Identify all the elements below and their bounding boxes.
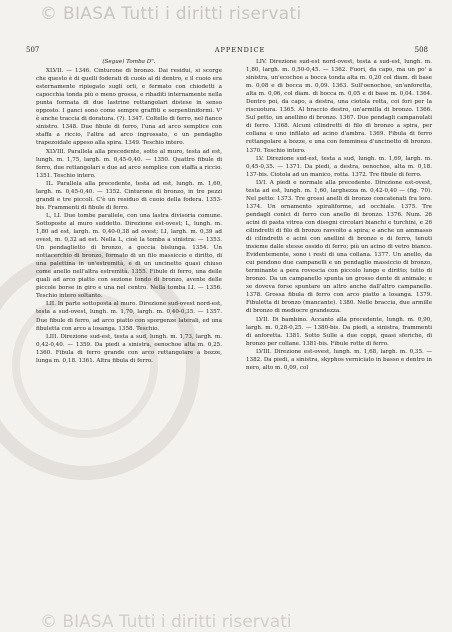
paragraph: L, LI. Due tombe parallele, con una lastra divisoria comune. Sottoposte al muro suddetto. Direzione est-ovest; L, lungh. m. 1,80 ad est, largh. m. 0,40-0,38 ad ovest; LI, largh. m. 0,39 ad ovest, m. 0,32 ad est. Nella L, cioè la tomba a sinistra: — 1353. Un pendaglietto di bronzo, a goccia bislunga. 1354. Un nottacerchio di bronzo, formato di un filo massiccio e diritto, di una palettina in un'estremità, e di un uncinetto quasi chiuso come anello nell'altra estremità. 1355. Fibule di ferro, una delle quali ad arco piatto con sezione tondo di bronzo, avente delle piccole borse in giro e una nel centro. Nella tomba LI. — 1356. Teschio intero soltanto.	[36, 212, 222, 300]
right-text-column	[246, 58, 432, 372]
paragraph: XLVIII. Parallela alla precedente, sotto al muro, testa ad est, lungh. m. 1,75, largh. m. 0,45-0,40. — 1350. Quattro fibule di ferro, due rettangolari e due ad arco semplice con staffa a riccio. 1351. Teschio intero.	[36, 148, 222, 179]
paragraph: LVI. A piedi e normale alla precedente. Direzione est-ovest, testa ad est, lungh. m. 1,60, larghezza m. 0,42-0,40 — (fig. 70). Nel petto: 1373. Tre grossi anelli di bronzo concatenati fra loro. 1374. Un ornamento spiraliforme, ad occhiale. 1375. Tre pendagli conici di ferro con anello di bronzo. 1376. Num. 26 acini di pasta vitrea con disegni circolari bianchi e turchini, e 26 cilindretti di filo di bronzo ravvolto a spira; e anche un ammasso di cilindretti e acini con anellini di bronzo e di ferro, tenuti insieme dalle stesse ossido di ferro; più un acino di vetro bianco. Evidentemente, sono i resti di una collana. 1377. Un anello, da cui pendono due campanelli e un pendaglio massiccio di bronzo, terminante a pera rovescia con piccolo lungo e diritto; tutto di bronzo. Da un campanello spunta un grosso dente di animale; e se doveva forse spuntare un altro anche dall'altro campanello. 1378. Grossa fibula di ferro con arco piatto a losanga. 1379. Fibuletta di bronzo (mancante). 1380. Nelle braccia, due armille di bronzo di mediocre grandezza.	[246, 179, 432, 315]
paragraph: IL. Parallela alla precedente, testa ad est, lungh. m. 1,60, largh. m. 0,45-0,40. — 1352. Cinturone di bronzo, in tre pezzi grandi e tre piccoli. C'è un residuo di cuoio della fodera. 1353-bis. Frammenti di fibule di ferro.	[36, 180, 222, 211]
paragraph: XLVII. — 1346. Cinturone di bronzo. Dai residui, si scorge che questo è di quelli foderati di cuoio al di dentro, e il cuoio era esternamente ripiegato sugli orli, e fermato con chiodetti a capocchia tonda più o meno grossa, e ribaditi internamente nella punta formata di due lastrine rettangolari distese in senso opposto. I ganci sono come sempre graffiti e serpentiniformi. V' è anche traccia di doratura. (?). 1347. Coltello di ferro, nel fianco sinistro. 1348. Due fibule di ferro, l'una ad arco semplice con staffa a riccio, l'altra ad arco ingrossato, e un pendaglio trapezoidale appeso alla spira. 1349. Teschio intero.	[36, 68, 222, 147]
paragraph: LVIII. Direzione est-ovest, lungh. m. 1,68, largh. m. 0,35. — 1382. Da piedi, a sinistra, skyphos verniciato in basso e dentro in nero, alto m. 0,09, col	[246, 348, 432, 371]
watermark-top: © BIASA Tutti i diritti riservati	[40, 4, 302, 24]
section-subtitle: (Segue) Tomba D".	[102, 59, 156, 65]
paragraph: LII. In parte sottoposta al muro. Direzione sud-ovest nord-est, testa a sud-ovest, lungh. m. 1,70, largh. m. 0,40-0,35. — 1357. Due fibule di ferro, ad arco piatto con sporgenze laterali, ed una fibuletta con arco a losanga. 1358. Teschio.	[36, 301, 222, 332]
left-text-column	[36, 58, 222, 365]
watermark-bottom: © BIASA Tutti i diritti riservati	[40, 612, 292, 632]
paragraph: LVII. Di bambino. Accanto alla precedente, lungh. m. 0,90, largh. m. 0,28-0,25. — 1380-bis. Da piedi, a sinistra, frammenti di anforetta. 1381. Sotto Sulle a due coppi, quasi sferiche, di bronzo per collane. 1381-bis. Fibule rotte di ferro.	[246, 316, 432, 347]
page-number-right: 508	[414, 46, 428, 54]
running-title: APPENDICE	[214, 46, 266, 54]
paragraph: LIV. Direzione sud-est nord-ovest, testa a sud-est, lungh. m. 1,80, largh. m. 0,50-0,45. — 1362. Fuori, da capo, ma un po' a sinistra, un'ecochoe a bocca tonda alta m. 0,20 col diam. di base m. 0,08 e di bocca m. 0,09. 1363. Sull'oenochoe, un'anforetta, alta m. 0,06, col diam. di bocca m. 0,05 e di base m. 0,04. 1364. Dentro poi, da capo, a destra, una ciotola retta, coi fori per la riscuotura. 1365. Al braccio destro, un'armilla di bronzo. 1366. Sul petto, un anellino di bronzo. 1367. Due pendagli campanulati di ferro. 1368. Alcuni cilindretti di filo di bronzo a spira, per collana e uno infilato ad acino d'ambra. 1369. Fibula di ferro rettangolare a bozze, e una con femminea d'uncinetto di bronzo. 1370. Teschio intero.	[246, 59, 432, 154]
paragraph: LIII. Direzione sud-est, testa a sud, lungh. m. 1,73, largh. m. 0,42-0,40. — 1359. Da piedi a sinistra, oenochoe alta m. 0,25. 1360. Fibula di ferro grande con arco rettangolare a bozze, lunga m. 0,18. 1361. Altra fibula di ferro.	[36, 333, 222, 364]
page-header	[0, 46, 452, 58]
page-number-left: 507	[26, 46, 40, 54]
paragraph: LV. Direzione sud-est, testa a sud, lungh. m. 1,69, largh. m. 0,45-0,35. — 1371. Da piedi, a destra, oenochoe, alta m. 0,18. 137-bis. Ciotola ad un manico, rotta. 1372. Tre fibule di ferro.	[246, 155, 432, 178]
